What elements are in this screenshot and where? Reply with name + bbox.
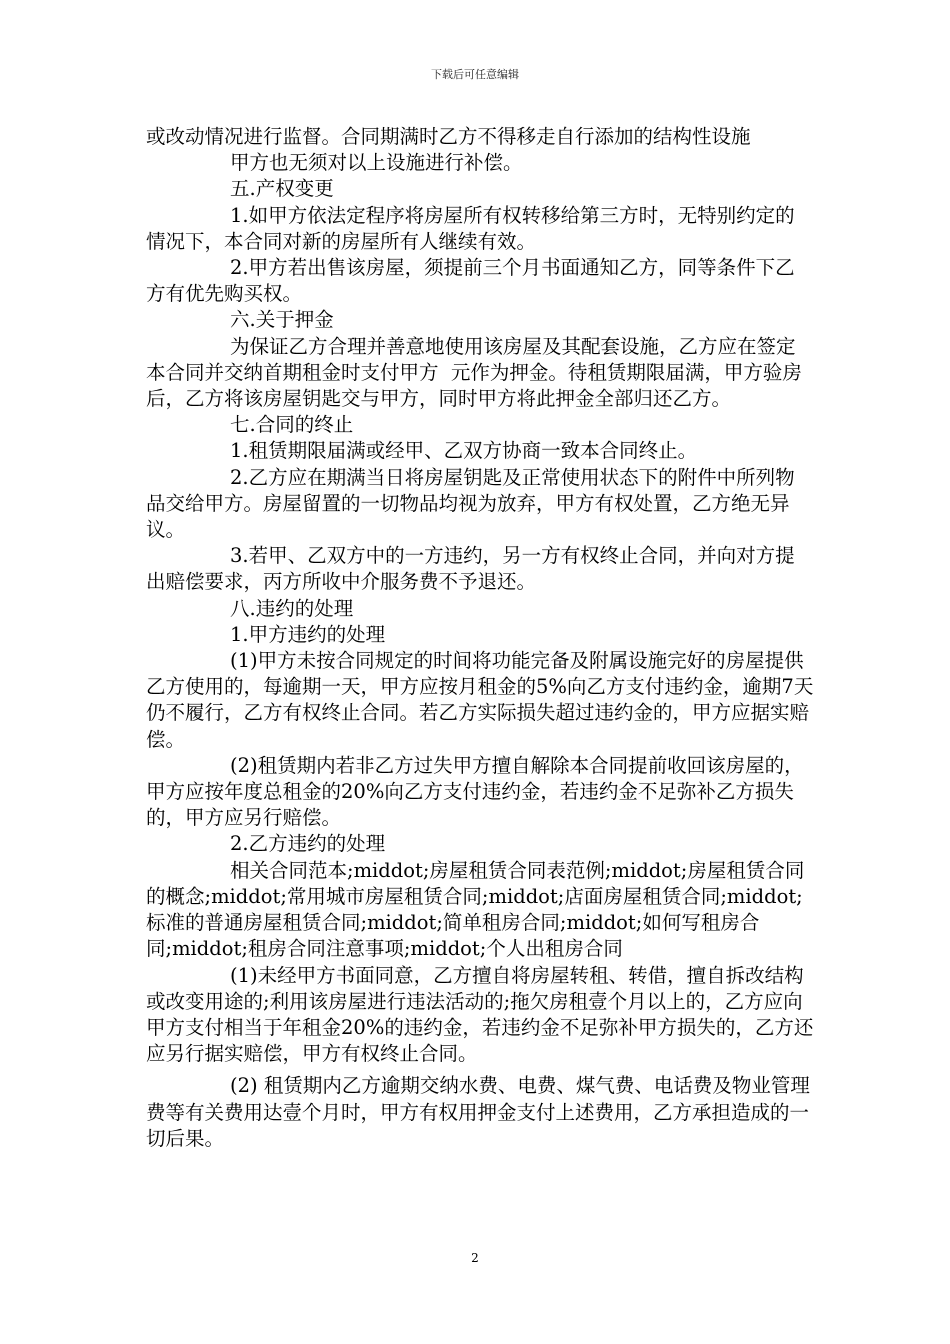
paragraph: 2.乙方应在期满当日将房屋钥匙及正常使用状态下的附件中所列物品交给甲方。房屋留置的一切物品均视为放弃，甲方有权处置，乙方绝无异议。 (146, 465, 795, 542)
paragraph: 七.合同的终止 (230, 413, 354, 437)
paragraph: 1.甲方违约的处理 (230, 622, 386, 646)
paragraph: 1.如甲方依法定程序将房屋所有权转移给第三方时，无特别约定的情况下，本合同对新的房屋所有人继续有效。 (146, 203, 795, 253)
paragraph: 2.乙方违约的处理 (230, 832, 386, 856)
paragraph: (1)未经甲方书面同意，乙方擅自将房屋转租、转借，擅自拆改结构或改变用途的;利用该房屋进行违法活动的;拖欠房租壹个月以上的，乙方应向甲方支付相当于年租金20%的违约金，若违约金不足弥补甲方损失的，乙方还应另行据实赔偿，甲方有权终止合同。 (146, 963, 814, 1066)
paragraph: (2) 租赁期内乙方逾期交纳水费、电费、煤气费、电话费及物业管理费等有关费用达壹个月时，甲方有权用押金支付上述费用，乙方承担造成的一切后果。 (146, 1074, 810, 1150)
paragraph: (2)租赁期内若非乙方过失甲方擅自解除本合同提前收回该房屋的，甲方应按年度总租金的20%向乙方支付违约金，若违约金不足弥补乙方损失的，甲方应另行赔偿。 (146, 753, 804, 830)
paragraph: 2.甲方若出售该房屋，须提前三个月书面通知乙方，同等条件下乙方有优先购买权。 (146, 256, 795, 306)
paragraph: 3.若甲、乙双方中的一方违约，另一方有权终止合同，并向对方提出赔偿要求，丙方所收中介服务费不予退还。 (146, 544, 795, 594)
paragraph: 相关合同范本;middot;房屋租赁合同表范例;middot;房屋租赁合同的概念;middot;常用城市房屋租赁合同;middot;店面房屋租赁合同;middot;标准的普通房屋租赁合同;middot;简单租房合同;middot;如何写租房合同;middot;租房合同注意事项;middot;个人出租房合同 (146, 858, 805, 961)
paragraph: 为保证乙方合理并善意地使用该房屋及其配套设施，乙方应在签定本合同并交纳首期租金时支付甲方 元作为押金。待租赁期限届满，甲方验房后，乙方将该房屋钥匙交与甲方，同时甲方将此押金全部归还乙方。 (146, 334, 802, 411)
contract-body (146, 124, 814, 1152)
page-header: 下载后可任意编辑 (431, 68, 519, 81)
paragraph: 或改动情况进行监督。合同期满时乙方不得移走自行添加的结构性设施 (146, 125, 751, 148)
paragraph: 1.租赁期限届满或经甲、乙双方协商一致本合同终止。 (230, 439, 698, 463)
paragraph: (1)甲方未按合同规定的时间将功能完备及附属设施完好的房屋提供乙方使用的，每逾期一天，甲方应按月租金的5%向乙方支付违约金，逾期7天仍不履行，乙方有权终止合同。若乙方实际损失超过违约金的，甲方应据实赔偿。 (146, 649, 814, 751)
paragraph: 五.产权变更 (230, 177, 334, 201)
paragraph: 六.关于押金 (230, 308, 334, 332)
paragraph: 甲方也无须对以上设施进行补偿。 (230, 151, 523, 175)
page-number: 2 (471, 1251, 479, 1265)
paragraph: 八.违约的处理 (230, 596, 354, 620)
